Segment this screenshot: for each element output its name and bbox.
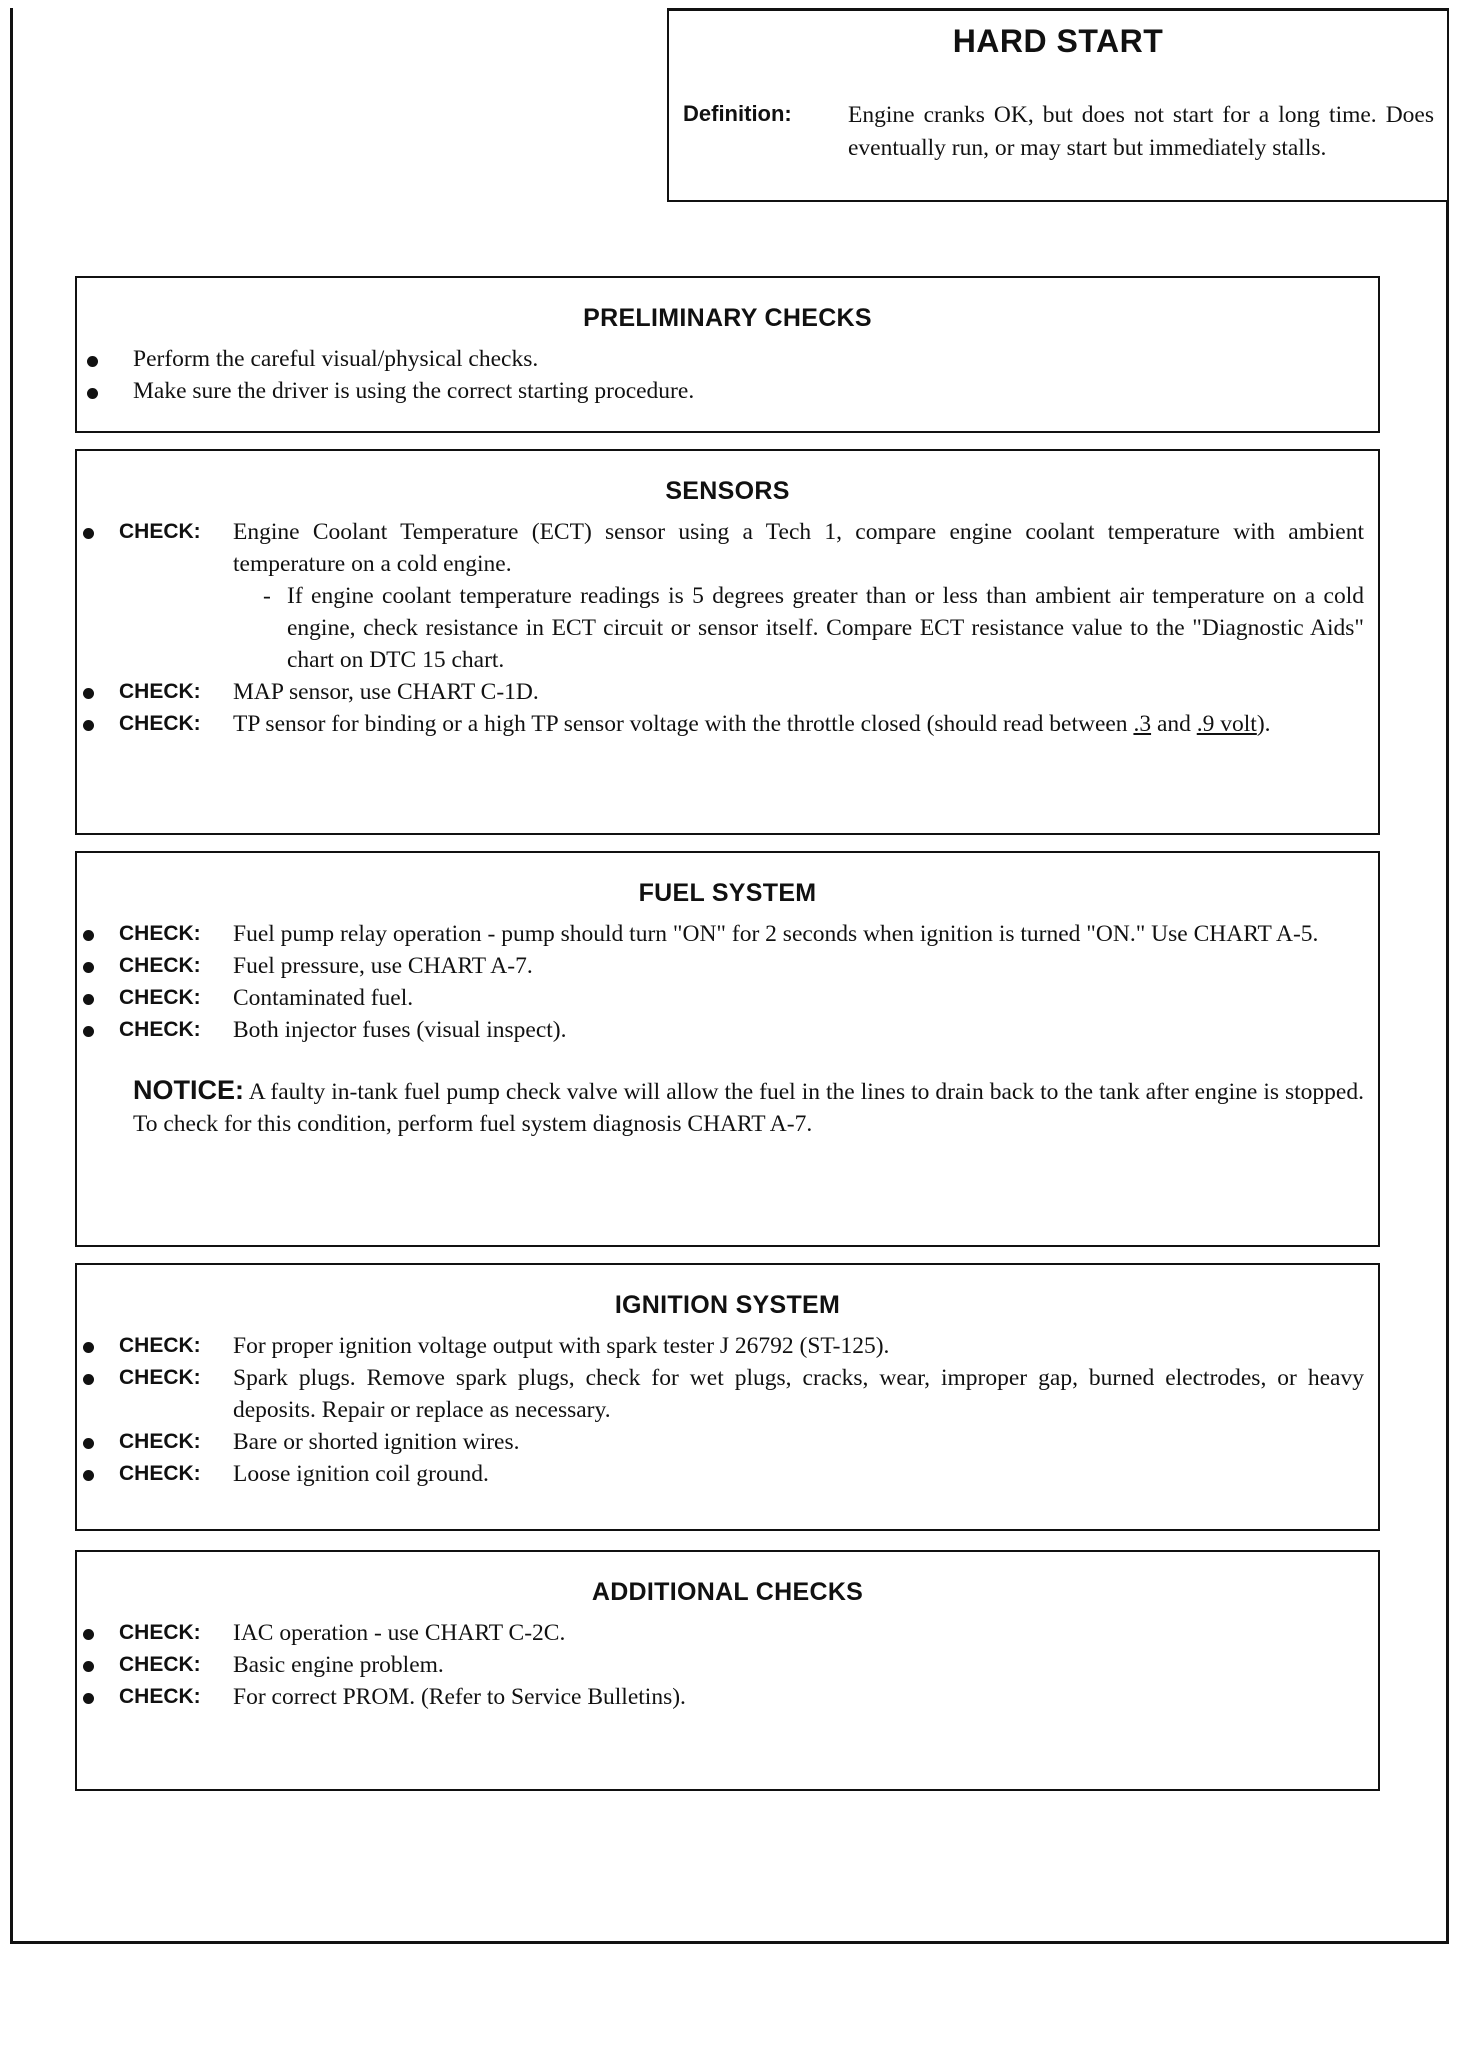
- check-label: CHECK:: [119, 1685, 201, 1708]
- bullet-icon: [87, 356, 98, 367]
- fuel-system-section: [75, 851, 1380, 1247]
- page-title: HARD START: [952, 23, 1164, 59]
- bullet-icon: [83, 1342, 94, 1353]
- notice: [133, 1074, 1364, 1140]
- bullet-icon: [83, 1470, 94, 1481]
- section-title: SENSORS: [665, 477, 790, 505]
- check-label: CHECK:: [119, 1653, 201, 1676]
- item-text: Loose ignition coil ground.: [233, 1461, 489, 1487]
- section-title: PRELIMINARY CHECKS: [583, 304, 872, 332]
- item-text: Spark plugs. Remove spark plugs, check for wet plugs, cracks, wear, improper gap, burned electrodes, or heavy deposits. Repair or replace as necessary.: [233, 1365, 1364, 1423]
- bullet-icon: [83, 1374, 94, 1385]
- tp-and: and: [1156, 711, 1191, 737]
- sub-item-text: If engine coolant temperature readings is 5 degrees greater than or less than ambient air temperature on a cold engine, check resistance in ECT circuit or sensor itself. Compare ECT resistance value to the "Diagnostic Aids" chart on DTC 15 chart.: [287, 583, 1364, 673]
- bullet-icon: [83, 930, 94, 941]
- list-item: [77, 676, 1378, 708]
- item-text: For correct PROM. (Refer to Service Bulletins).: [233, 1684, 686, 1710]
- item-text: Make sure the driver is using the correct starting procedure.: [133, 378, 695, 404]
- check-label: CHECK:: [119, 520, 201, 543]
- check-label: CHECK:: [119, 922, 201, 945]
- bullet-icon: [83, 528, 94, 539]
- item-text: Fuel pump relay operation - pump should turn "ON" for 2 seconds when ignition is turned "ON." Use CHART A-5.: [233, 921, 1319, 947]
- bullet-icon: [83, 1693, 94, 1704]
- section-title: ADDITIONAL CHECKS: [591, 1578, 864, 1606]
- item-text: [233, 708, 1378, 740]
- ignition-system-section: [75, 1263, 1380, 1531]
- tp-high-value: .9 volt: [1196, 711, 1257, 737]
- list-item: [77, 950, 1378, 982]
- section-title: IGNITION SYSTEM: [614, 1291, 841, 1319]
- list-item: [77, 516, 1378, 580]
- bullet-icon: [83, 1026, 94, 1037]
- item-text: Engine Coolant Temperature (ECT) sensor using a Tech 1, compare engine coolant temperature with ambient temperature on a cold engine.: [233, 519, 1364, 577]
- list-item: [77, 1458, 1378, 1490]
- item-text: For proper ignition voltage output with spark tester J 26792 (ST-125).: [233, 1333, 890, 1359]
- bullet-icon: [83, 688, 94, 699]
- item-text: Perform the careful visual/physical checks.: [133, 346, 539, 372]
- bullet-icon: [83, 720, 94, 731]
- check-label: CHECK:: [119, 954, 201, 977]
- list-item: [77, 1330, 1378, 1362]
- item-text: Fuel pressure, use CHART A-7.: [233, 953, 533, 979]
- notice-label: NOTICE:: [133, 1075, 244, 1105]
- item-text: Both injector fuses (visual inspect).: [233, 1017, 567, 1043]
- item-text: IAC operation - use CHART C-2C.: [233, 1620, 566, 1646]
- list-item: [77, 1681, 1378, 1713]
- check-label: CHECK:: [119, 1334, 201, 1357]
- check-label: CHECK:: [119, 986, 201, 1009]
- definition-label: Definition:: [683, 101, 792, 126]
- bullet-icon: [83, 1629, 94, 1640]
- list-item: [77, 1426, 1378, 1458]
- tp-text: TP sensor for binding or a high TP sensor voltage with the throttle closed (should read between: [233, 711, 1128, 737]
- check-label: CHECK:: [119, 712, 201, 735]
- list-item: [77, 1014, 1378, 1046]
- list-item: [77, 918, 1378, 950]
- item-text: MAP sensor, use CHART C-1D.: [233, 679, 539, 705]
- item-text: Bare or shorted ignition wires.: [233, 1429, 520, 1455]
- title-box: [667, 8, 1449, 202]
- list-item: [77, 1649, 1378, 1681]
- section-title: FUEL SYSTEM: [638, 879, 817, 907]
- sub-item: [77, 580, 1378, 676]
- check-label: CHECK:: [119, 680, 201, 703]
- list-item: [77, 708, 1378, 740]
- list-item: [77, 1617, 1378, 1649]
- additional-checks-section: [75, 1550, 1380, 1791]
- tp-low-value: .3: [1133, 711, 1152, 737]
- list-item: [77, 1362, 1378, 1426]
- list-item: [77, 343, 1378, 375]
- list-item: [77, 982, 1378, 1014]
- check-label: CHECK:: [119, 1018, 201, 1041]
- tp-end: ).: [1256, 711, 1271, 737]
- bullet-icon: [83, 1661, 94, 1672]
- preliminary-checks-section: [75, 276, 1380, 433]
- bullet-icon: [87, 388, 98, 399]
- sensors-section: [75, 449, 1380, 835]
- notice-text: A faulty in-tank fuel pump check valve will allow the fuel in the lines to drain back to the tank after engine is stopped. To check for this condition, perform fuel system diagnosis CHART A-7.: [133, 1079, 1364, 1137]
- bullet-icon: [83, 962, 94, 973]
- item-text: Basic engine problem.: [233, 1652, 444, 1678]
- check-label: CHECK:: [119, 1621, 201, 1644]
- item-text: Contaminated fuel.: [233, 985, 414, 1011]
- list-item: [77, 375, 1378, 407]
- dash-icon: -: [263, 583, 271, 609]
- bullet-icon: [83, 994, 94, 1005]
- definition-text: Engine cranks OK, but does not start for a long time. Does eventually run, or may start but immediately stalls.: [848, 102, 1434, 161]
- check-label: CHECK:: [119, 1430, 201, 1453]
- check-label: CHECK:: [119, 1366, 201, 1389]
- bullet-icon: [83, 1438, 94, 1449]
- check-label: CHECK:: [119, 1462, 201, 1485]
